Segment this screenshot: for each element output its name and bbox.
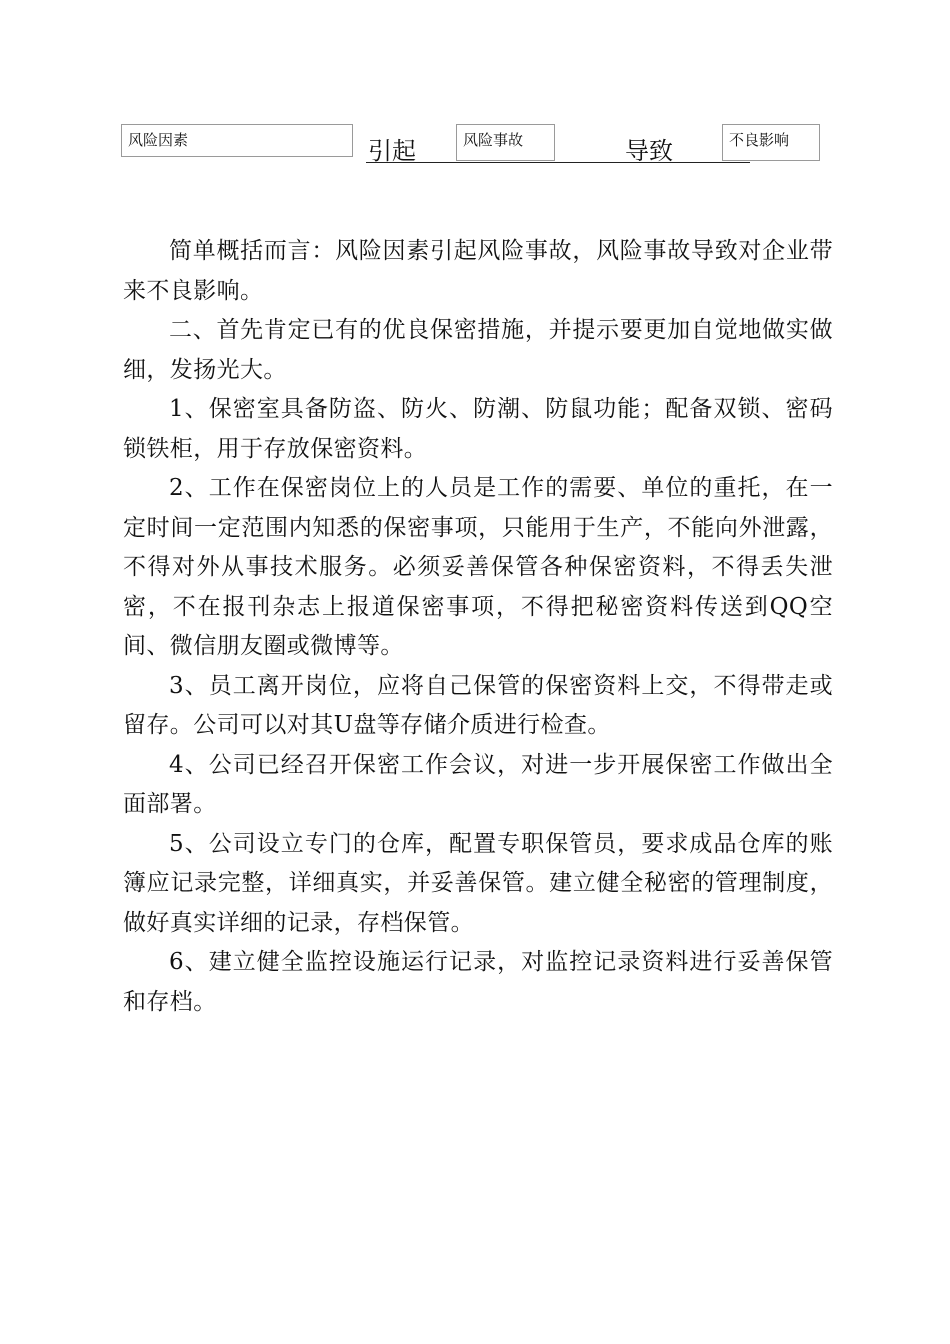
paragraph-item-1: 1、保密室具备防盗、防火、防潮、防鼠功能；配备双锁、密码锁铁柜，用于存放保密资料。 bbox=[123, 396, 833, 462]
cause-label: 引起 bbox=[368, 137, 416, 165]
paragraph-section-two: 二、首先肯定已有的优良保密措施，并提示要更加自觉地做实做细，发扬光大。 bbox=[123, 317, 833, 383]
paragraph-item-4: 4、公司已经召开保密工作会议，对进一步开展保密工作做出全面部署。 bbox=[123, 751, 833, 817]
risk-accident-box: 风险事故 bbox=[456, 124, 555, 161]
paragraph-summary: 简单概括而言：风险因素引起风险事故，风险事故导致对企业带来不良影响。 bbox=[123, 238, 833, 304]
flow-underline-2 bbox=[557, 162, 750, 163]
paragraph-item-3: 3、员工离开岗位，应将自己保管的保密资料上交，不得带走或留存。公司可以对其U盘等存储介质进行检查。 bbox=[123, 672, 833, 738]
adverse-impact-box: 不良影响 bbox=[722, 124, 820, 161]
document-body bbox=[123, 232, 833, 1022]
risk-factor-box: 风险因素 bbox=[121, 124, 353, 157]
flow-underline-1 bbox=[366, 162, 558, 163]
paragraph-item-5: 5、公司设立专门的仓库，配置专职保管员，要求成品仓库的账簿应记录完整，详细真实，并妥善保管。建立健全秘密的管理制度，做好真实详细的记录，存档保管。 bbox=[123, 830, 833, 936]
paragraph-item-6: 6、建立健全监控设施运行记录，对监控记录资料进行妥善保管和存档。 bbox=[123, 949, 833, 1015]
lead-label: 导致 bbox=[625, 137, 673, 165]
paragraph-item-2: 2、工作在保密岗位上的人员是工作的需要、单位的重托，在一定时间一定范围内知悉的保密事项，只能用于生产，不能向外泄露，不得对外从事技术服务。必须妥善保管各种保密资料，不得丢失泄密，不在报刊杂志上报道保密事项，不得把秘密资料传送到QQ空间、微信朋友圈或微博等。 bbox=[123, 475, 833, 659]
